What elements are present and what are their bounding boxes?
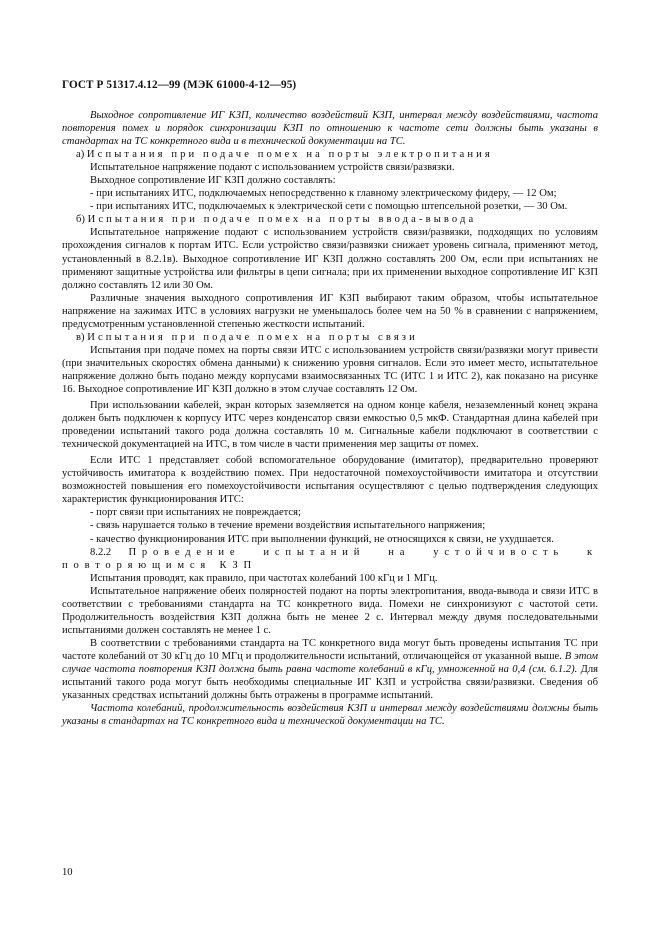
section-c-list-item-1: - порт связи при испытаниях не повреждается; bbox=[90, 507, 301, 519]
section-a-label: а) bbox=[76, 149, 85, 161]
body-text bbox=[62, 109, 598, 728]
section-822-paragraph-3 bbox=[62, 637, 598, 702]
section-c-list-item-2: - связь нарушается только в течение времени воздействия испытательного напряжения; bbox=[90, 520, 486, 532]
page-number: 10 bbox=[62, 867, 73, 878]
section-a-list-item-2: - при испытаниях ИТС, подключаемых к электрической сети с помощью штепсельной розетки, — 30 Ом. bbox=[90, 201, 568, 213]
section-822-paragraph-3-part-2: В этом случае частота повторения КЗП должна быть равна частоте колебаний в кГц, умноженной на 0,4 (см. 6.1.2). bbox=[62, 650, 598, 675]
section-822-paragraph-3-part-3: Для испытаний такого рода могут быть необходимы специальные ИГ КЗП и устройства связи/развязки. Сведения об указанных средствах испытаний должны быть отражены в программе испытаний. bbox=[62, 663, 598, 702]
section-822-title: Проведение испытаний на устойчивость к повторяющимся КЗП bbox=[62, 546, 599, 571]
section-a-paragraph-2: Выходное сопротивление ИГ КЗП должно составлять: bbox=[90, 175, 336, 187]
intro-paragraph: Выходное сопротивление ИГ КЗП, количество воздействий КЗП, интервал между воздействиями, частота повторения помех и порядок синхронизации КЗП по отношению к частоте сети должны быть указаны в стандартах на ТС конкретного вида и в технической документации на ТС. bbox=[62, 110, 598, 148]
section-c-paragraph-1: Испытания при подаче помех на порты связи ИТС с использованием устройств связи/развязки могут привести (при значительных скоростях обмена данными) к снижению уровня сигналов. Если это имеет место, испытательное напряжение должно быть подано между корпусами взаимосвязанных ТС (ИТС 1 и ИТС 2), как показано на рисунке 16. Выходное сопротивление ИГ КЗП должно в этом случае составлять 12 Ом. bbox=[62, 344, 598, 395]
section-822-paragraph-1: Испытания проводят, как правило, при частотах колебаний 100 кГц и 1 МГц. bbox=[90, 572, 438, 584]
section-822-paragraph-4: Частота колебаний, продолжительность воздействия КЗП и интервал между воздействиями должны быть указаны в стандартах на ТС конкретного вида и технической документации на ТС. bbox=[62, 703, 598, 728]
section-c-paragraph-2: При использовании кабелей, экран которых заземляется на одном конце кабеля, незаземленный конец экрана должен быть подключен к корпусу ИТС через конденсатор связи емкостью 0,5 мкФ. Стандартная длина кабелей при проведении испытаний такого рода должна составлять 10 м. Сигнальные кабели подключают в соответствии с технической документацией на ИТС, в том числе в части применения мер защиты от помех. bbox=[62, 400, 598, 451]
section-c-paragraph-3: Если ИТС 1 представляет собой вспомогательное оборудование (имитатор), предварительно проверяют устойчивость имитатора к воздействию помех. При недостаточной помехоустойчивости имитатора и отсутствии возможностей повышения его помехоустойчивости испытания осуществляют с целью подтверждения следующих характеристик функционирования ИТС: bbox=[62, 455, 598, 506]
section-c-heading bbox=[62, 331, 598, 344]
section-c-title: Испытания при подаче помех на порты связи bbox=[87, 331, 418, 343]
section-a-list-item-1: - при испытаниях ИТС, подключаемых непосредственно к главному электрическому фидеру, — 12 Ом; bbox=[90, 188, 557, 200]
section-c-list-item-3: - качество функционирования ИТС при выполнении функций, не относящихся к связи, не ухудшается. bbox=[90, 533, 554, 545]
section-a-title: Испытания при подаче помех на порты электропитания bbox=[86, 149, 493, 161]
section-b-title: Испытания при подаче помех на порты ввода-вывода bbox=[87, 214, 477, 226]
section-822-number: 8.2.2 bbox=[90, 546, 112, 558]
section-b-label: б) bbox=[76, 214, 85, 226]
section-b-paragraph-1: Испытательное напряжение подают с использованием устройств связи/развязки, подходящих по условиям прохождения сигналов к портам ИТС. Если устройство связи/развязки снижает уровень сигнала, применяют метод, установленный в 8.2.1в). Выходное сопротивление ИГ КЗП должно составлять 200 Ом, если при испытаниях не применяют защитные устройства или фильтры в цепи сигнала; при их применении выходное сопротивление ИГ КЗП должно составлять 12 или 30 Ом. bbox=[62, 227, 598, 291]
section-a-paragraph-1: Испытательное напряжение подают с использованием устройств связи/развязки. bbox=[90, 162, 455, 174]
section-c-label: в) bbox=[76, 331, 85, 343]
section-822-heading bbox=[62, 546, 598, 572]
section-822-paragraph-2: Испытательное напряжение обеих полярностей подают на порты электропитания, ввода-вывода и связи ИТС в соответствии с требованиями стандарта на ТС конкретного вида. Помехи не синхронизуют с частотой сети. Продолжительность воздействия КЗП должна быть не менее 2 с. Интервал между двумя последовательными испытаниями должен составлять не менее 1 с. bbox=[62, 585, 598, 636]
section-b-heading bbox=[62, 213, 598, 226]
section-b-paragraph-2: Различные значения выходного сопротивления ИГ КЗП выбирают таким образом, чтобы испытательное напряжение на зажимах ИТС в условиях нагрузки не уменьшалось более чем на 50 % в сравнении с напряжением, предусмотренным установленной степенью жесткости испытаний. bbox=[62, 292, 598, 330]
standard-header: ГОСТ Р 51317.4.12—99 (МЭК 61000-4-12—95) bbox=[62, 79, 297, 91]
section-a-heading bbox=[62, 148, 598, 161]
section-822-paragraph-3-part-1: В соответствии с требованиями стандарта на ТС конкретного вида могут быть проведены испытания ТС при частоте колебаний от 30 кГц до 10 МГц и продолжительности испытаний, отличающейся от указанной выше. bbox=[62, 637, 598, 662]
